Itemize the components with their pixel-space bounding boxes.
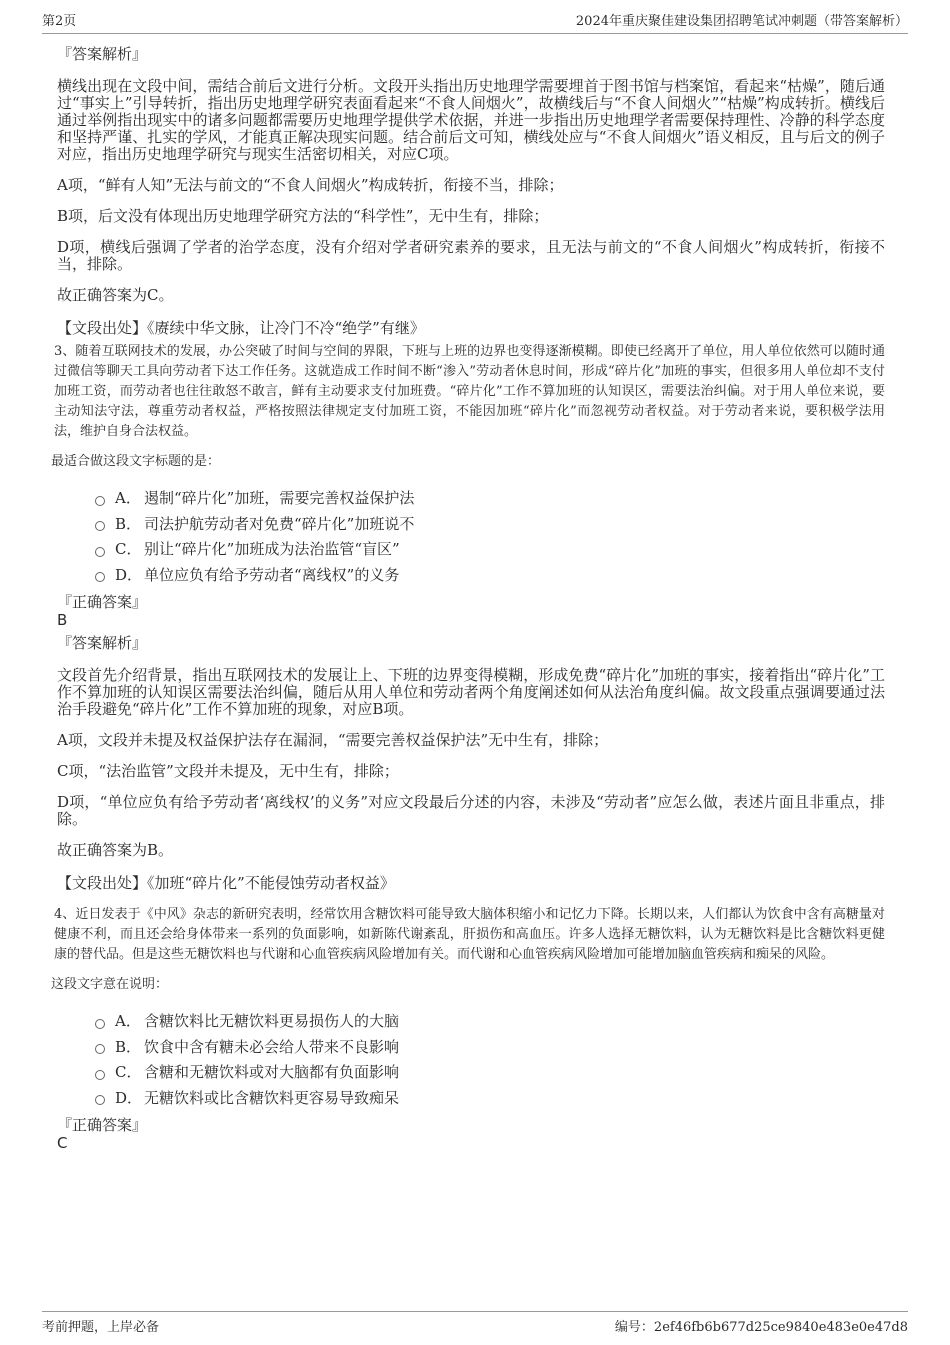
option-text: 含糖和无糖饮料或对大脑都有负面影响 (144, 1063, 400, 1082)
question-4 (51, 905, 885, 995)
option-c-note: C项，“法治监管”文段并未提及，无中生有，排除； (57, 762, 399, 780)
option-a-note: A项，“鲜有人知”无法与前文的“不食人间烟火”构成转折，衔接不当，排除； (57, 176, 564, 194)
question-3 (51, 342, 885, 472)
source-citation: 【文段出处】《赓续中华文脉，让冷门不冷“绝学”有继》 (57, 319, 425, 337)
analysis-label: 『答案解析』 (57, 45, 148, 63)
option-text: 单位应负有给予劳动者“离线权”的义务 (144, 565, 400, 584)
option-text: 无糖饮料或比含糖饮料更容易导致痴呆 (144, 1088, 400, 1107)
correct-answer-label: 『正确答案』 (57, 1116, 148, 1134)
page-footer (42, 1311, 908, 1337)
option-a[interactable]: A． 含糖饮料比无糖饮料更易损伤人的大脑 (95, 1008, 885, 1034)
option-text: 司法护航劳动者对免费“碎片化”加班说不 (144, 514, 415, 533)
option-text: 别让“碎片化”加班成为法治监管“盲区” (144, 540, 400, 559)
radio-icon[interactable] (95, 1019, 105, 1029)
option-list (95, 485, 885, 587)
document-code: 编号：2ef46fb6b677d25ce9840e483e0e47d8 (614, 1320, 908, 1335)
correct-answer: B (57, 611, 68, 629)
option-c[interactable]: C． 别让“碎片化”加班成为法治监管“盲区” (95, 536, 885, 562)
radio-icon[interactable] (95, 496, 105, 506)
analysis-label: 『答案解析』 (57, 634, 148, 652)
option-a[interactable]: A． 遏制“碎片化”加班，需要完善权益保护法 (95, 485, 885, 511)
option-list (95, 1008, 885, 1110)
radio-icon[interactable] (95, 1095, 105, 1105)
radio-icon[interactable] (95, 521, 105, 531)
radio-icon[interactable] (95, 572, 105, 582)
analysis-text: 文段首先介绍背景，指出互联网技术的发展让上、下班的边界变得模糊，形成免费“碎片化”加班的事实，接着指出“碎片化”工作不算加班的认知误区需要法治纠偏，随后从用人单位和劳动者两个角度阐述如何从法治角度纠偏。故文段重点强调要通过法治手段避免“碎片化”工作不算加班的现象，对应B项。 (57, 666, 885, 718)
source-citation: 【文段出处】《加班“碎片化”不能侵蚀劳动者权益》 (57, 874, 395, 892)
option-d[interactable]: D． 无糖饮料或比含糖饮料更容易导致痴呆 (95, 1085, 885, 1111)
question-prompt: 这段文字意在说明： (51, 977, 169, 992)
option-c[interactable]: C． 含糖和无糖饮料或对大脑都有负面影响 (95, 1059, 885, 1085)
footer-slogan: 考前押题，上岸必备 (42, 1320, 160, 1335)
radio-icon[interactable] (95, 547, 105, 557)
question-stem: 4、近日发表于《中风》杂志的新研究表明，经常饮用含糖饮料可能导致大脑体积缩小和记忆力下降。长期以来，人们都认为饮食中含有高糖量对健康不利，而且还会给身体带来一系列的负面影响，如新陈代谢紊乱，肝损伤和高血压。许多人选择无糖饮料，认为无糖饮料是比含糖饮料更健康的替代品。但是这些无糖饮料也与代谢和心血管疾病风险增加有关。而代谢和心血管疾病风险增加可能增加脑血管疾病和痴呆的风险。 (54, 907, 885, 962)
radio-icon[interactable] (95, 1044, 105, 1054)
question-stem: 3、随着互联网技术的发展，办公突破了时间与空间的界限，下班与上班的边界也变得逐渐模糊。即使已经离开了单位，用人单位依然可以随时通过微信等聊天工具向劳动者下达工作任务。这就造成工作时间不断“渗入”劳动者休息时间，形成“碎片化”加班的事实，但很多用人单位却不支付加班工资，而劳动者也往往敢怒不敢言，鲜有主动要求支付加班费。“碎片化”工作不算加班的认知误区，需要法治纠偏。对于用人单位来说，要主动知法守法，尊重劳动者权益，严格按照法律规定支付加班工资，不能因加班“碎片化”而忽视劳动者权益。对于劳动者来说，要积极学法用法，维护自身合法权益。 (54, 344, 885, 439)
option-text: 遏制“碎片化”加班，需要完善权益保护法 (144, 489, 415, 508)
conclusion: 故正确答案为C。 (57, 286, 174, 304)
analysis-text: 横线出现在文段中间，需结合前后文进行分析。文段开头指出历史地理学需要埋首于图书馆与档案馆，看起来“枯燥”，随后通过“事实上”引导转折，指出历史地理学研究表面看起来“不食人间烟火”，故横线后与“不食人间烟火”“枯燥”构成转折。横线后通过举例指出现实中的诸多问题都需要历史地理学提供学术依据，并进一步指出历史地理学者需要保持理性、冷静的科学态度和坚持严谨、扎实的学风，才能真正解决现实问题。结合前后文可知，横线处应与“不食人间烟火”语义相反，且与后文的例子对应，指出历史地理学研究与现实生活密切相关，对应C项。 (57, 77, 885, 163)
conclusion: 故正确答案为B。 (57, 841, 174, 859)
document-content (51, 44, 885, 1156)
question-prompt: 最适合做这段文字标题的是： (51, 454, 221, 469)
option-a-note: A项，文段并未提及权益保护法存在漏洞，“需要完善权益保护法”无中生有，排除； (57, 731, 609, 749)
option-d-note: D项，横线后强调了学者的治学态度，没有介绍对学者研究素养的要求，且无法与前文的“不食人间烟火”构成转折，衔接不当，排除。 (57, 238, 885, 273)
radio-icon[interactable] (95, 1070, 105, 1080)
option-b[interactable]: B． 司法护航劳动者对免费“碎片化”加班说不 (95, 511, 885, 537)
option-text: 含糖饮料比无糖饮料更易损伤人的大脑 (144, 1012, 400, 1031)
correct-answer-label: 『正确答案』 (57, 593, 148, 611)
option-d[interactable]: D． 单位应负有给予劳动者“离线权”的义务 (95, 562, 885, 588)
option-text: 饮食中含有糖未必会给人带来不良影响 (144, 1037, 400, 1056)
option-b[interactable]: B． 饮食中含有糖未必会给人带来不良影响 (95, 1034, 885, 1060)
option-d-note: D项，“单位应负有给予劳动者‘离线权’的义务”对应文段最后分述的内容，未涉及“劳动者”应怎么做，表述片面且非重点，排除。 (57, 793, 885, 828)
page-number: 第2页 (42, 14, 77, 29)
correct-answer: C (57, 1134, 68, 1152)
document-title: 2024年重庆聚佳建设集团招聘笔试冲刺题（带答案解析） (575, 14, 908, 29)
option-b-note: B项，后文没有体现出历史地理学研究方法的“科学性”，无中生有，排除； (57, 207, 549, 225)
page-header (42, 14, 908, 34)
